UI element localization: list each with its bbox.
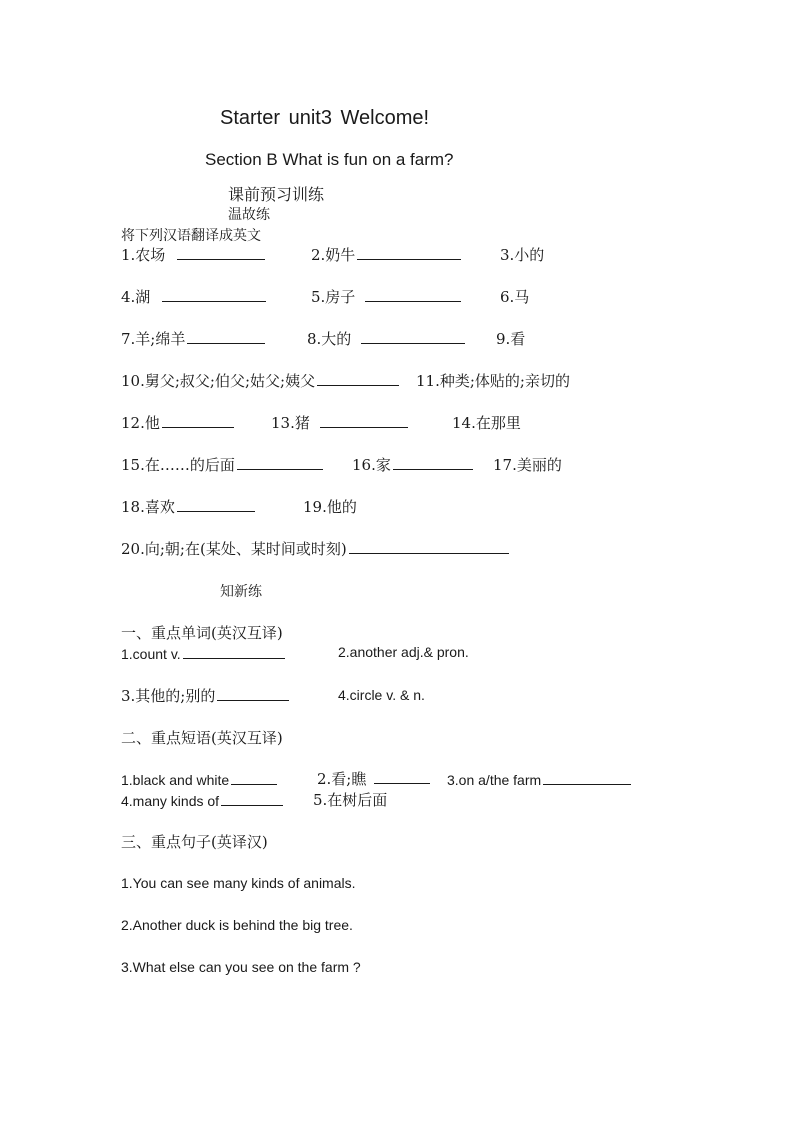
review-item-label: 11.种类;体贴的;亲切的 [416,372,570,390]
part3-heading: 三、重点句子(英译汉) [121,833,268,851]
review-item-label: 5.房子 [311,288,356,306]
review-item-label: 10.舅父;叔父;伯父;姑父;姨父 [121,372,316,390]
answer-blank[interactable] [374,769,430,784]
review-item [121,412,234,433]
vocab-item [338,644,469,660]
phrase-item-label: 3.on a/the farm [447,772,542,788]
review-item-label: 15.在……的后面 [121,456,235,474]
new-knowledge-label: 知新练 [220,584,262,600]
answer-blank[interactable] [183,644,285,659]
phrase-item-label: 5.在树后面 [313,791,388,809]
phrase-item [121,791,283,809]
review-item-label: 18.喜欢 [121,498,175,516]
answer-blank[interactable] [231,770,277,785]
review-item [311,286,461,307]
phrase-item [317,768,430,789]
review-item [500,244,544,265]
review-item [500,286,529,307]
vocab-item [121,685,289,706]
review-item [493,454,562,475]
answer-blank[interactable] [365,287,461,302]
phrase-item-label: 2.看;瞧 [317,770,367,788]
review-item-label: 17.美丽的 [493,456,562,474]
phrase-item [313,789,387,810]
vocab-item-label: 2.another adj.& pron. [338,644,469,660]
answer-blank[interactable] [177,245,265,260]
answer-blank[interactable] [317,371,399,386]
review-item [303,496,357,517]
review-label: 温故练 [228,207,270,223]
review-item-label: 19.他的 [303,498,357,516]
phrase-item [121,770,277,788]
instruction-text: 将下列汉语翻译成英文 [121,228,261,244]
review-item [416,370,570,391]
review-item-label: 20.向;朝;在(某处、某时间或时刻) [121,540,347,558]
review-item [121,286,266,307]
vocab-item [338,687,425,703]
answer-blank[interactable] [393,455,473,470]
review-item [121,370,399,391]
vocab-item-label: 4.circle v. & n. [338,687,425,703]
part1-heading: 一、重点单词(英汉互译) [121,624,283,642]
answer-blank[interactable] [217,686,289,701]
review-item-label: 14.在那里 [452,414,521,432]
sentence-item: 1.You can see many kinds of animals. [121,875,356,891]
answer-blank[interactable] [177,497,255,512]
sentence-item: 3.What else can you see on the farm ? [121,959,361,975]
answer-blank[interactable] [543,770,631,785]
review-item [121,328,265,349]
answer-blank[interactable] [357,245,461,260]
answer-blank[interactable] [349,539,509,554]
phrase-item-label: 4.many kinds of [121,793,220,809]
review-item [307,328,465,349]
phrase-item [447,770,631,788]
review-item [271,412,408,433]
vocab-item-label: 3.其他的;别的 [121,687,216,705]
review-item [121,454,323,475]
review-item-label: 9.看 [496,330,526,348]
review-item-label: 3.小的 [500,246,545,264]
answer-blank[interactable] [162,287,266,302]
review-item [452,412,521,433]
answer-blank[interactable] [320,413,408,428]
review-item-label: 8.大的 [307,330,352,348]
answer-blank[interactable] [361,329,465,344]
review-item [121,538,509,559]
vocab-item-label: 1.count v. [121,646,181,662]
review-item-label: 2.奶牛 [311,246,356,264]
phrase-item-label: 1.black and white [121,772,230,788]
answer-blank[interactable] [187,329,265,344]
answer-blank[interactable] [237,455,323,470]
review-item-label: 7.羊;绵羊 [121,330,186,348]
review-item-label: 13.猪 [271,414,310,432]
review-item [352,454,473,475]
answer-blank[interactable] [162,413,234,428]
review-item-label: 4.湖 [121,288,151,306]
review-item [121,244,265,265]
page-title: Starter unit3 Welcome! [220,107,430,129]
review-item-label: 6.马 [500,288,530,306]
review-item [496,328,525,349]
part2-heading: 二、重点短语(英汉互译) [121,729,283,747]
review-item-label: 16.家 [352,456,391,474]
vocab-item [121,644,285,662]
sentence-item: 2.Another duck is behind the big tree. [121,917,353,933]
answer-blank[interactable] [221,791,283,806]
review-item [121,496,255,517]
review-item-label: 1.农场 [121,246,166,264]
section-subtitle: Section B What is fun on a farm? [205,150,454,169]
review-item-label: 12.他 [121,414,160,432]
preview-label: 课前预习训练 [228,185,325,204]
review-item [311,244,461,265]
